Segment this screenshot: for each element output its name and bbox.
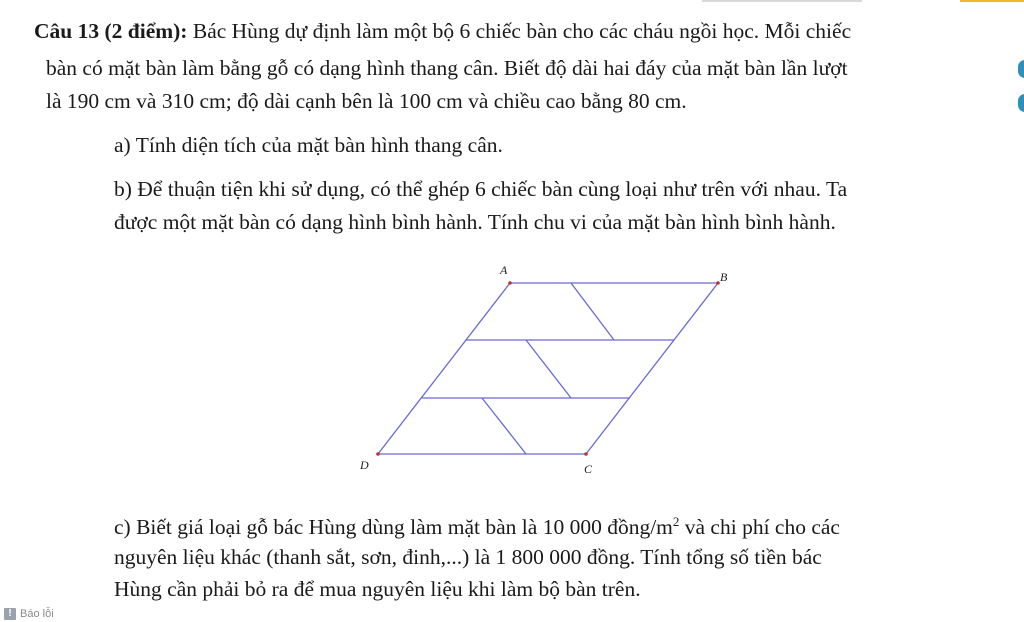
part-c-line-1-text: c) Biết giá loại gỗ bác Hùng dùng làm mặt bàn là 10 000 đồng/m bbox=[114, 515, 673, 540]
diagram-lines bbox=[378, 283, 718, 454]
side-edge-icon-1[interactable] bbox=[1018, 60, 1024, 78]
part-c-line-3: Hùng cần phải bỏ ra để mua nguyên liệu khi làm bộ bàn trên. bbox=[114, 577, 641, 601]
question-intro-line-1 bbox=[34, 18, 851, 44]
report-error-label: Báo lỗi bbox=[20, 608, 54, 620]
question-intro-text: Bác Hùng dự định làm một bộ 6 chiếc bàn cho các cháu ngồi học. Mỗi chiếc bbox=[192, 19, 852, 43]
vertex-label-d: D bbox=[360, 458, 369, 472]
part-c-line-1 bbox=[114, 509, 840, 540]
question-intro-line-2: bàn có mặt bàn làm bằng gỗ có dạng hình thang cân. Biết độ dài hai đáy của mặt bàn lần lượt bbox=[46, 56, 848, 80]
part-c-line-1-rest: và chi phí cho các bbox=[679, 515, 840, 540]
trapezoid-split-2 bbox=[526, 340, 571, 398]
part-b-line-1: b) Để thuận tiện khi sử dụng, có thể ghép 6 chiếc bàn cùng loại như trên với nhau. Ta bbox=[114, 177, 848, 201]
top-bar-orange bbox=[960, 0, 1024, 2]
vertex-point-a bbox=[508, 281, 512, 285]
vertex-label-c: C bbox=[584, 462, 593, 476]
vertex-point-d bbox=[376, 452, 380, 456]
part-a-text: a) Tính diện tích của mặt bàn hình thang cân. bbox=[114, 133, 503, 157]
part-b-line-2: được một mặt bàn có dạng hình bình hành. Tính chu vi của mặt bàn hình bình hành. bbox=[114, 210, 836, 234]
trapezoid-split-1 bbox=[571, 283, 614, 340]
question-title: Câu 13 (2 điểm): bbox=[34, 19, 188, 43]
flag-icon: ! bbox=[4, 608, 16, 620]
trapezoid-split-3 bbox=[482, 398, 526, 454]
unit-exponent: 2 bbox=[672, 514, 680, 529]
top-bar-gray bbox=[702, 0, 862, 2]
vertex-point-c bbox=[584, 452, 588, 456]
vertex-label-b: B bbox=[720, 270, 728, 284]
part-c-line-2: nguyên liệu khác (thanh sắt, sơn, đinh,...) là 1 800 000 đồng. Tính tổng số tiền bác bbox=[114, 545, 822, 569]
vertex-label-a: A bbox=[500, 263, 508, 277]
parallelogram-diagram bbox=[350, 262, 750, 482]
question-intro-line-3: là 190 cm và 310 cm; độ dài cạnh bên là 100 cm và chiều cao bằng 80 cm. bbox=[46, 89, 687, 113]
side-edge-icon-2[interactable] bbox=[1018, 94, 1024, 112]
report-error-link[interactable] bbox=[4, 606, 54, 622]
